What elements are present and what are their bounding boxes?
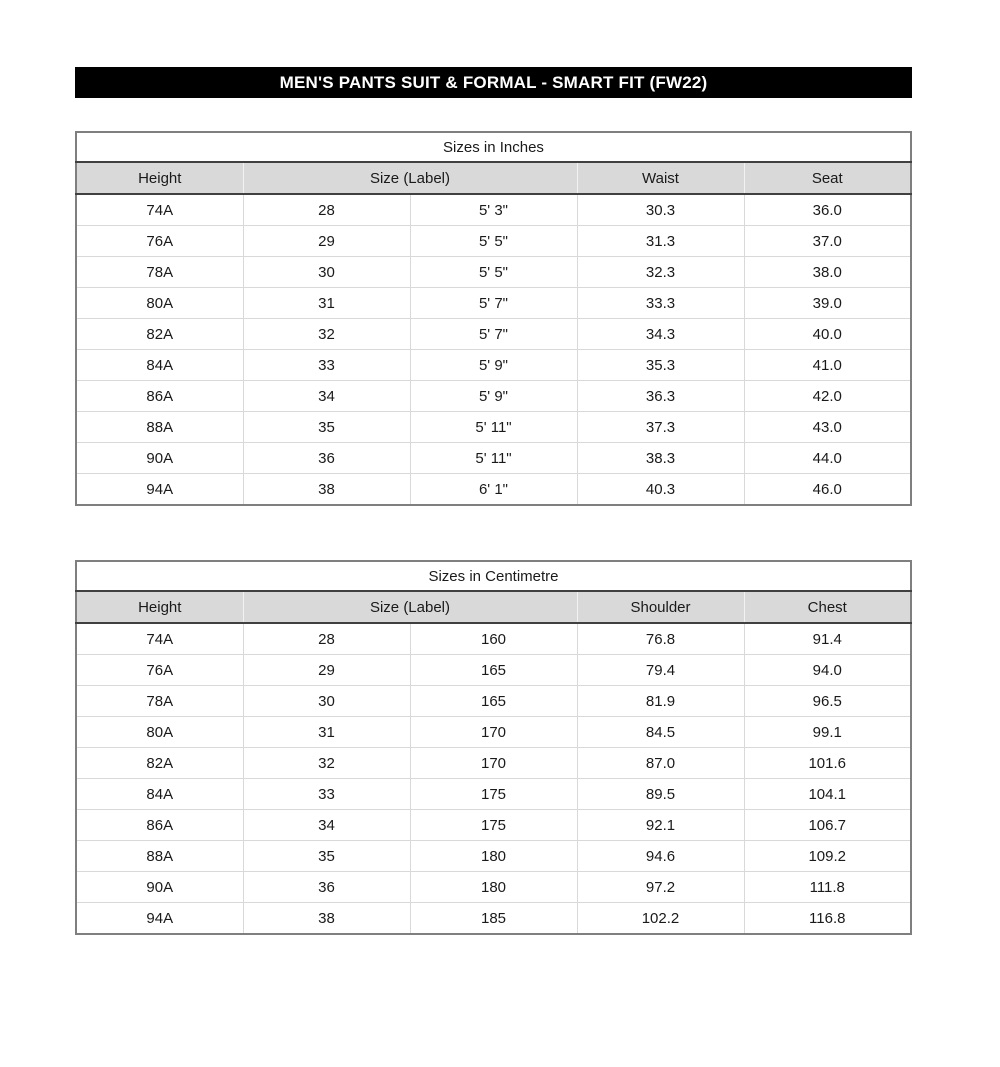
table-cell: 43.0	[744, 412, 911, 443]
table-cell: 5' 11"	[410, 443, 577, 474]
table-cell: 165	[410, 686, 577, 717]
table-cell: 36.3	[577, 381, 744, 412]
table-cell: 5' 5"	[410, 226, 577, 257]
column-header-height: Height	[76, 162, 243, 194]
table-row	[76, 412, 911, 443]
table-cell: 102.2	[577, 903, 744, 935]
table-cell: 35	[243, 412, 410, 443]
table-row	[76, 903, 911, 935]
table-cell: 42.0	[744, 381, 911, 412]
inches-table	[75, 131, 912, 506]
column-header-size-label: Size (Label)	[243, 162, 577, 194]
page-title: MEN'S PANTS SUIT & FORMAL - SMART FIT (FW22)	[75, 67, 912, 98]
table-cell: 109.2	[744, 841, 911, 872]
table-row	[76, 350, 911, 381]
table-cell: 79.4	[577, 655, 744, 686]
table-row	[76, 319, 911, 350]
table-cell: 30.3	[577, 194, 744, 226]
table-row	[76, 717, 911, 748]
table-cell: 33.3	[577, 288, 744, 319]
table-cell: 35	[243, 841, 410, 872]
size-chart-page	[75, 67, 912, 935]
table-cell: 5' 9"	[410, 350, 577, 381]
table-row	[76, 623, 911, 655]
table-cell: 96.5	[744, 686, 911, 717]
table-row	[76, 381, 911, 412]
table-cell: 33	[243, 779, 410, 810]
table-cell: 76A	[76, 226, 243, 257]
table-cell: 94.0	[744, 655, 911, 686]
table-cell: 165	[410, 655, 577, 686]
centimetre-table-section	[75, 560, 912, 935]
table-row	[76, 194, 911, 226]
table-cell: 29	[243, 226, 410, 257]
table-cell: 31	[243, 717, 410, 748]
table-cell: 170	[410, 717, 577, 748]
table-cell: 180	[410, 841, 577, 872]
centimetre-table	[75, 560, 912, 935]
table-cell: 74A	[76, 623, 243, 655]
table-cell: 86A	[76, 381, 243, 412]
table-cell: 36	[243, 443, 410, 474]
table-cell: 82A	[76, 319, 243, 350]
table-cell: 31.3	[577, 226, 744, 257]
table-cell: 185	[410, 903, 577, 935]
column-header-chest: Chest	[744, 591, 911, 623]
table-cell: 76.8	[577, 623, 744, 655]
table-cell: 84A	[76, 779, 243, 810]
table-cell: 40.3	[577, 474, 744, 506]
table-row	[76, 748, 911, 779]
table-cell: 39.0	[744, 288, 911, 319]
table-cell: 111.8	[744, 872, 911, 903]
table-cell: 34	[243, 810, 410, 841]
column-header-size-label: Size (Label)	[243, 591, 577, 623]
column-header-seat: Seat	[744, 162, 911, 194]
table-caption: Sizes in Inches	[76, 132, 911, 162]
table-row	[76, 474, 911, 506]
table-cell: 35.3	[577, 350, 744, 381]
table-cell: 28	[243, 623, 410, 655]
table-cell: 5' 9"	[410, 381, 577, 412]
table-cell: 175	[410, 779, 577, 810]
table-cell: 94A	[76, 903, 243, 935]
table-cell: 28	[243, 194, 410, 226]
table-cell: 5' 3"	[410, 194, 577, 226]
table-cell: 91.4	[744, 623, 911, 655]
table-cell: 94.6	[577, 841, 744, 872]
table-row	[76, 810, 911, 841]
table-cell: 38	[243, 474, 410, 506]
table-cell: 5' 5"	[410, 257, 577, 288]
table-cell: 180	[410, 872, 577, 903]
table-cell: 33	[243, 350, 410, 381]
table-cell: 80A	[76, 717, 243, 748]
table-cell: 32.3	[577, 257, 744, 288]
table-cell: 46.0	[744, 474, 911, 506]
column-header-waist: Waist	[577, 162, 744, 194]
table-cell: 90A	[76, 443, 243, 474]
table-caption-row	[76, 561, 911, 591]
table-cell: 170	[410, 748, 577, 779]
table-cell: 41.0	[744, 350, 911, 381]
table-cell: 84.5	[577, 717, 744, 748]
table-cell: 38.3	[577, 443, 744, 474]
table-cell: 34.3	[577, 319, 744, 350]
table-row	[76, 779, 911, 810]
table-row	[76, 257, 911, 288]
table-cell: 38	[243, 903, 410, 935]
table-cell: 78A	[76, 686, 243, 717]
table-row	[76, 841, 911, 872]
table-cell: 90A	[76, 872, 243, 903]
table-cell: 29	[243, 655, 410, 686]
table-header-row	[76, 591, 911, 623]
table-row	[76, 443, 911, 474]
table-cell: 38.0	[744, 257, 911, 288]
table-row	[76, 288, 911, 319]
table-caption: Sizes in Centimetre	[76, 561, 911, 591]
table-cell: 89.5	[577, 779, 744, 810]
table-cell: 36.0	[744, 194, 911, 226]
table-cell: 88A	[76, 841, 243, 872]
table-cell: 76A	[76, 655, 243, 686]
table-cell: 5' 11"	[410, 412, 577, 443]
table-cell: 81.9	[577, 686, 744, 717]
table-cell: 80A	[76, 288, 243, 319]
table-cell: 5' 7"	[410, 288, 577, 319]
table-cell: 88A	[76, 412, 243, 443]
table-cell: 87.0	[577, 748, 744, 779]
table-cell: 32	[243, 748, 410, 779]
table-cell: 36	[243, 872, 410, 903]
column-header-height: Height	[76, 591, 243, 623]
table-cell: 86A	[76, 810, 243, 841]
table-cell: 30	[243, 257, 410, 288]
table-cell: 37.0	[744, 226, 911, 257]
table-row	[76, 226, 911, 257]
table-cell: 78A	[76, 257, 243, 288]
table-row	[76, 686, 911, 717]
table-cell: 94A	[76, 474, 243, 506]
table-cell: 30	[243, 686, 410, 717]
table-cell: 116.8	[744, 903, 911, 935]
table-cell: 92.1	[577, 810, 744, 841]
table-cell: 106.7	[744, 810, 911, 841]
table-cell: 32	[243, 319, 410, 350]
table-cell: 104.1	[744, 779, 911, 810]
table-cell: 44.0	[744, 443, 911, 474]
table-cell: 34	[243, 381, 410, 412]
table-header-row	[76, 162, 911, 194]
table-cell: 6' 1"	[410, 474, 577, 506]
table-cell: 40.0	[744, 319, 911, 350]
column-header-shoulder: Shoulder	[577, 591, 744, 623]
table-row	[76, 872, 911, 903]
table-cell: 175	[410, 810, 577, 841]
table-cell: 84A	[76, 350, 243, 381]
table-cell: 101.6	[744, 748, 911, 779]
table-row	[76, 655, 911, 686]
table-cell: 74A	[76, 194, 243, 226]
table-cell: 37.3	[577, 412, 744, 443]
table-cell: 31	[243, 288, 410, 319]
inches-table-section	[75, 131, 912, 506]
table-cell: 82A	[76, 748, 243, 779]
table-caption-row	[76, 132, 911, 162]
table-cell: 5' 7"	[410, 319, 577, 350]
table-cell: 160	[410, 623, 577, 655]
table-cell: 97.2	[577, 872, 744, 903]
table-cell: 99.1	[744, 717, 911, 748]
